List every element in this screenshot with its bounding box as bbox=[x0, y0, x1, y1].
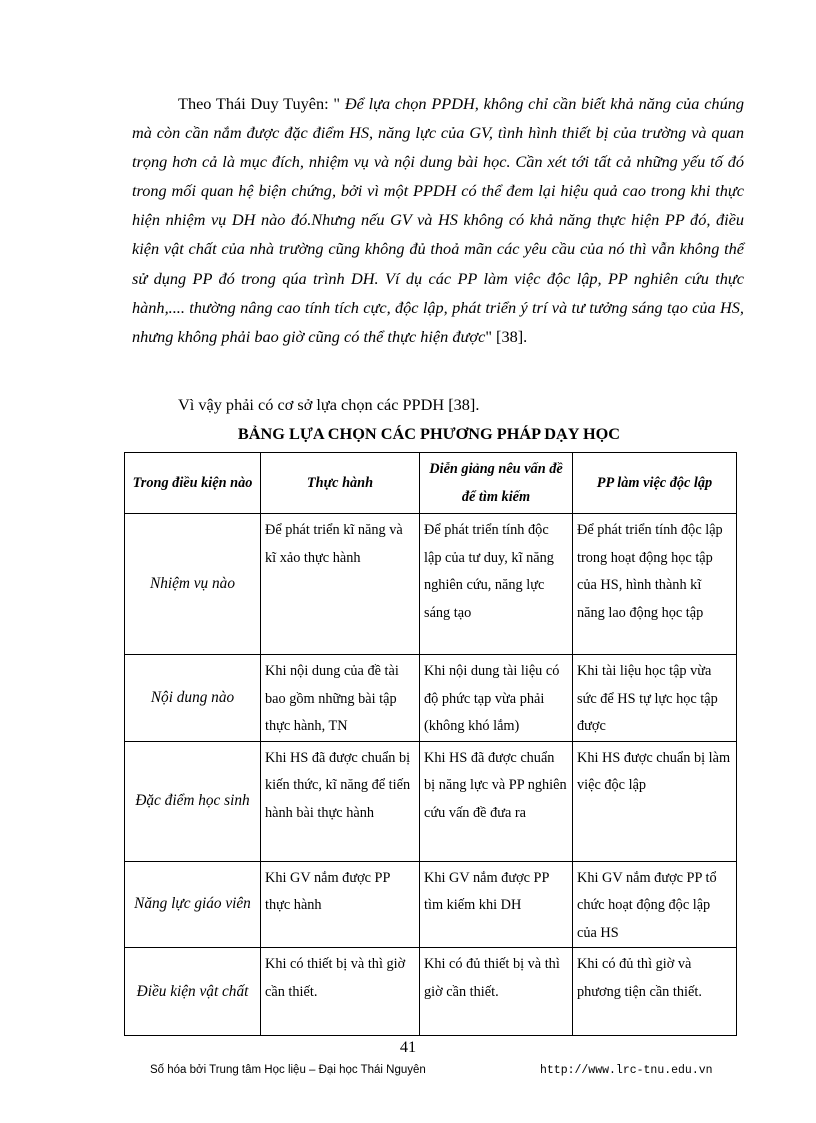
footer-source: Số hóa bởi Trung tâm Học liệu – Đại học Thái Nguyên bbox=[150, 1064, 426, 1076]
table-cell: Khi nội dung của đề tài bao gồm những bài tập thực hành, TN bbox=[261, 655, 420, 742]
header-lecture: Diễn giảng nêu vấn đề để tìm kiếm bbox=[420, 453, 573, 514]
table-row bbox=[125, 741, 737, 861]
row-label: Nhiệm vụ nào bbox=[125, 514, 261, 655]
table-row bbox=[125, 948, 737, 1036]
row-label: Đặc điểm học sinh bbox=[125, 741, 261, 861]
table-row bbox=[125, 655, 737, 742]
row-label: Nội dung nào bbox=[125, 655, 261, 742]
header-practice: Thực hành bbox=[261, 453, 420, 514]
table-cell: Để phát triển tính độc lập của tư duy, kĩ năng nghiên cứu, năng lực sáng tạo bbox=[420, 514, 573, 655]
table-cell: Khi GV nắm được PP thực hành bbox=[261, 861, 420, 948]
quote-text: Để lựa chọn PPDH, không chỉ cần biết khả năng của chúng mà còn cần nắm được đặc điểm HS, năng lực của GV, tình hình thiết bị của trường và quan trọng hơn cả là mục đích, nhiệm vụ và nội dung bài học. Cần xét tới tất cả những yếu tố đó trong mối quan hệ biện chứng, bởi vì một PPDH có thể đem lại hiệu quả cao trong khi thực hiện nhiệm vụ DH nào đó.Nhưng nếu GV và HS không có khả năng thực hiện PP đó, điều kiện vật chất của nhà trường cũng không đủ thoả mãn các yêu cầu của nó thì vẫn không thể sử dụng PP đó trong qúa trình DH. Ví dụ các PP làm việc độc lập, PP nghiên cứu thực hành,.... thường nâng cao tính tích cực, độc lập, phát triển ý trí và tư tưởng sáng tạo của HS, nhưng không phải bao giờ cũng có thể thực hiện được bbox=[132, 94, 744, 346]
quote-paragraph bbox=[132, 89, 744, 351]
table-cell: Khi GV nắm được PP tổ chức hoạt động độc lập của HS bbox=[573, 861, 737, 948]
table-cell: Để phát triển kĩ năng và kĩ xảo thực hành bbox=[261, 514, 420, 655]
table-cell: Khi có đủ thì giờ và phương tiện cần thiết. bbox=[573, 948, 737, 1036]
table-cell: Để phát triển tính độc lập trong hoạt động học tập của HS, hình thành kĩ năng lao động học tập bbox=[573, 514, 737, 655]
table-header-row bbox=[125, 453, 737, 514]
table-cell: Khi HS đã được chuẩn bị kiến thức, kĩ năng để tiến hành bài thực hành bbox=[261, 741, 420, 861]
footer-url[interactable]: http://www.lrc-tnu.edu.vn bbox=[540, 1064, 713, 1077]
header-condition: Trong điều kiện nào bbox=[125, 453, 261, 514]
table-title: BẢNG LỰA CHỌN CÁC PHƯƠNG PHÁP DẠY HỌC bbox=[237, 424, 621, 443]
quote-citation: " [38]. bbox=[485, 326, 528, 346]
basis-paragraph: Vì vậy phải có cơ sở lựa chọn các PPDH [38]. bbox=[178, 395, 480, 414]
header-independent: PP làm việc độc lập bbox=[573, 453, 737, 514]
row-label: Điều kiện vật chất bbox=[125, 948, 261, 1036]
row-label: Năng lực giáo viên bbox=[125, 861, 261, 948]
page-number: 41 bbox=[399, 1037, 417, 1056]
table-cell: Khi HS được chuẩn bị làm việc độc lập bbox=[573, 741, 737, 861]
table-cell: Khi GV nắm được PP tìm kiếm khi DH bbox=[420, 861, 573, 948]
quote-lead: Theo Thái Duy Tuyên: " bbox=[178, 94, 345, 113]
table-row bbox=[125, 514, 737, 655]
table-cell: Khi có đủ thiết bị và thì giờ cần thiết. bbox=[420, 948, 573, 1036]
table-cell: Khi tài liệu học tập vừa sức để HS tự lực học tập được bbox=[573, 655, 737, 742]
method-selection-table bbox=[124, 452, 737, 1036]
table-cell: Khi nội dung tài liệu có độ phức tạp vừa phải (không khó lắm) bbox=[420, 655, 573, 742]
table-cell: Khi có thiết bị và thì giờ cần thiết. bbox=[261, 948, 420, 1036]
table-cell: Khi HS đã được chuẩn bị năng lực và PP nghiên cứu vấn đề đưa ra bbox=[420, 741, 573, 861]
table-row bbox=[125, 861, 737, 948]
